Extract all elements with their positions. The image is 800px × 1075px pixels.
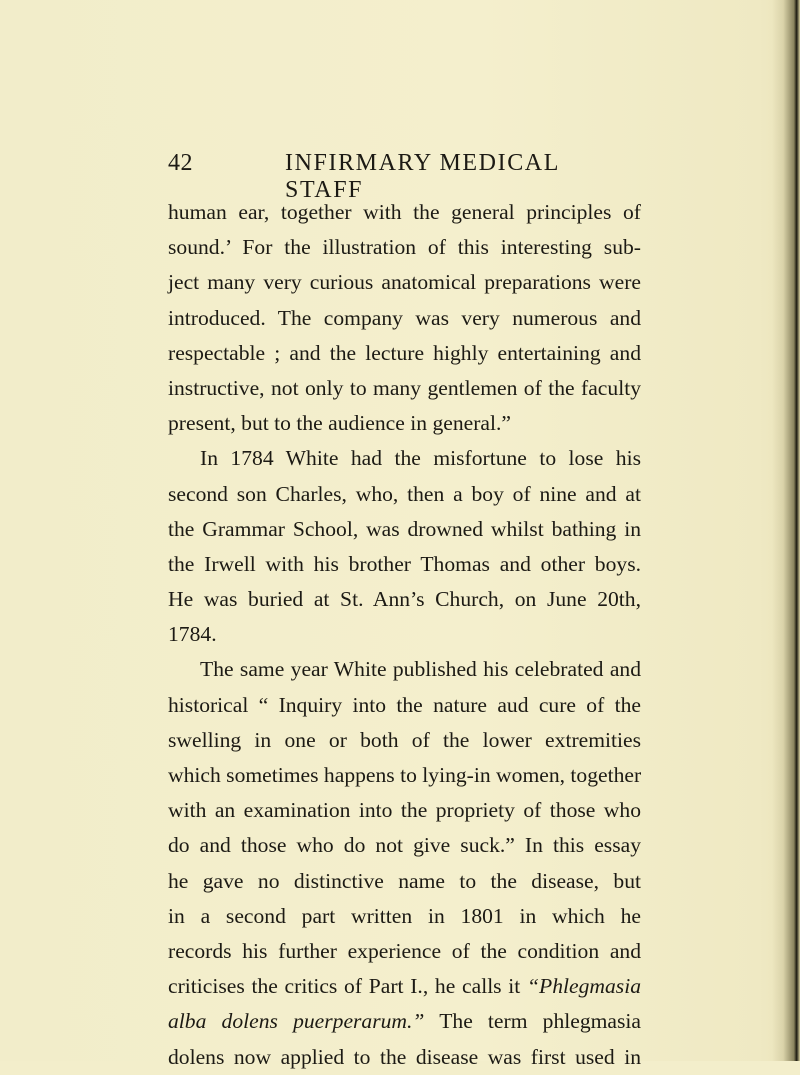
running-head-title: INFIRMARY MEDICAL STAFF xyxy=(285,150,560,203)
paragraph-start-line: In 1784 White had the misfortune to lose his xyxy=(200,446,641,471)
text-line: human ear, together with the general principles of xyxy=(168,200,641,224)
text-line: He was buried at St. Ann’s Church, on June 20th, xyxy=(168,587,641,612)
text-segment: The term phlegmasia xyxy=(439,1009,641,1034)
text-line xyxy=(168,1004,641,1039)
text-line xyxy=(168,969,641,1004)
text-line: introduced. The company was very numerous and xyxy=(168,305,641,330)
text-line: which sometimes happens to lying-in women, together xyxy=(168,763,642,787)
page-number: 42 xyxy=(168,150,193,176)
italic-term: “Phlegmasia xyxy=(527,974,641,999)
text-line: respectable ; and the lecture highly entertaining and xyxy=(168,340,641,365)
text-line: the Irwell with his brother Thomas and other boys. xyxy=(168,551,641,576)
text-line: with an examination into the propriety of those who xyxy=(168,798,641,823)
text-line: ject many very curious anatomical preparations were xyxy=(168,270,641,295)
text-line: 1784. xyxy=(168,622,217,647)
text-line: swelling in one or both of the lower extremities xyxy=(168,727,641,752)
text-segment: criticises the critics of Part I., he calls it xyxy=(168,974,521,999)
text-line: historical “ Inquiry into the nature aud cure of the xyxy=(168,692,641,717)
text-line: sound.’ For the illustration of this interesting sub- xyxy=(168,235,641,260)
text-line: dolens now applied to the disease was first used in xyxy=(168,1044,641,1069)
text-line: present, but to the audience in general.” xyxy=(168,411,511,436)
text-line: in a second part written in 1801 in which he xyxy=(168,903,641,928)
text-line: the Grammar School, was drowned whilst bathing in xyxy=(168,516,641,541)
page-gutter-shadow xyxy=(772,0,800,1061)
text-line: do and those who do not give suck.” In this essay xyxy=(168,833,641,858)
text-line: instructive, not only to many gentlemen of the faculty xyxy=(168,375,641,400)
text-line: he gave no distinctive name to the disease, but xyxy=(168,868,641,893)
paragraph-start-line: The same year White published his celebrated and xyxy=(200,657,641,682)
running-head xyxy=(168,150,640,203)
text-line: second son Charles, who, then a boy of nine and at xyxy=(168,481,641,506)
text-line: records his further experience of the condition and xyxy=(168,938,641,963)
italic-term: alba dolens puerperarum.” xyxy=(168,1009,425,1034)
body-text xyxy=(168,195,641,1075)
